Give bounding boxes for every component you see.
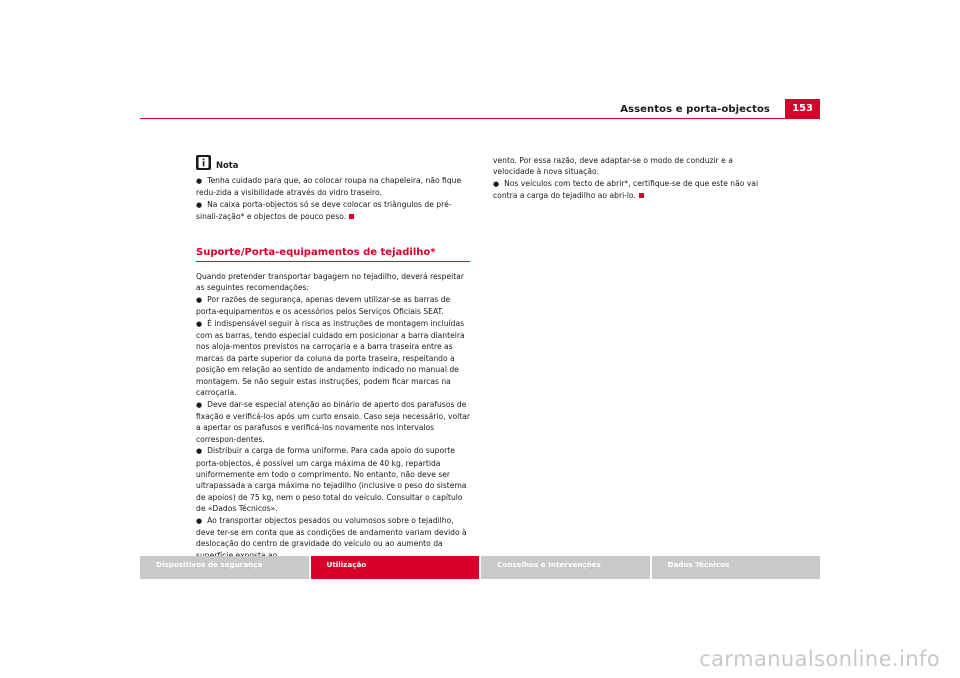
page-number: 153 [785, 99, 820, 119]
header-divider [140, 118, 820, 119]
note-bullet-1: ● Tenha cuidado para que, ao colocar roupa na chapeleira, não fique redu-zida a visibilidade através do vidro traseiro. [196, 175, 472, 199]
footer-tab-dispositivos[interactable]: Dispositivos de segurança [140, 556, 309, 579]
running-header-title: Assentos e porta-objectos [620, 104, 770, 115]
footer-tab-dados-tecnicos[interactable]: Dados Técnicos [652, 556, 821, 579]
footer-nav [140, 556, 820, 579]
note-bullet-2-wrap [196, 199, 472, 223]
note-label: Nota [216, 160, 239, 170]
section-bullet-5: ● Ao transportar objectos pesados ou volumosos sobre o tejadilho, deve ter-se em conta que as condições de andamento variam devido à deslocação do centro de gravidade do veículo ou ao aumento da [196, 515, 472, 562]
end-of-section-marker [639, 193, 644, 198]
footer-tab-utilizacao[interactable]: Utilização [311, 556, 480, 579]
section-continuation: vento. Por essa razão, deve adaptar-se o modo de conduzir e a velocidade à nova situação. [493, 156, 733, 177]
right-column [493, 155, 773, 202]
left-column [196, 155, 472, 561]
section-last-bullet: ● Nos veículos com tecto de abrir*, certifique-se de que este não vai contra a carga do tejadilho ao abri-lo. [493, 179, 758, 200]
section-title: Suporte/Porta-equipamentos de tejadilho* [196, 247, 470, 262]
section-bullet-1: ● Por razões de segurança, apenas devem utilizar-se as barras de porta-equipamentos e os acessórios pelos Serviços Oficiais SEAT. [196, 294, 472, 318]
watermark: carmanualsonline.info [699, 647, 940, 671]
footer-tab-conselhos[interactable]: Conselhos e Intervenções [481, 556, 650, 579]
section-intro: Quando pretender transportar bagagem no tejadilho, deverá respeitar as seguintes recomendações: [196, 272, 464, 293]
section-last-bullet-wrap [493, 178, 773, 202]
end-of-section-marker [349, 214, 354, 219]
section-bullet-2: ● É indispensável seguir à risca as instruções de montagem incluídas com as barras, tendo especial cuidado em posicionar a barra dianteira nos aloja-mentos previstos na carroçaria e a barra traseira entre as marcas da parte superior da coluna da porta traseira, respeitando a posição em relação ao sentido de andamento indicado no manual de montagem. Se não seguir estas instruções, podem ficar marcas na carroçaria. [196, 318, 472, 399]
note-heading [196, 155, 472, 175]
section-bullet-3: ● Deve dar-se especial atenção ao binário de aperto dos parafusos de fixação e verificá-los após um curto ensaio. Caso seja necessário, voltar a apertar os parafusos e verificá-los novamente nos intervalos correspon-dentes. [196, 399, 472, 446]
note-bullet-2: ● Na caixa porta-objectos só se deve colocar os triângulos de pré-sinali-zação* e objectos de pouco peso. [196, 200, 452, 221]
note-info-icon [196, 155, 211, 170]
section-bullet-4: ● Distribuir a carga de forma uniforme. Para cada apoio do suporte porta-objectos, é possível um carga máxima de 40 kg, repartida uniformemente em todo o comprimento. No entanto, não deve ser ultrapassada a carga máxima no tejadilho (inclusive o peso do sistema de apoios) de 75 kg, nem o peso total do veículo. Consultar o capítulo de «Dados Técnicos». [196, 445, 472, 514]
